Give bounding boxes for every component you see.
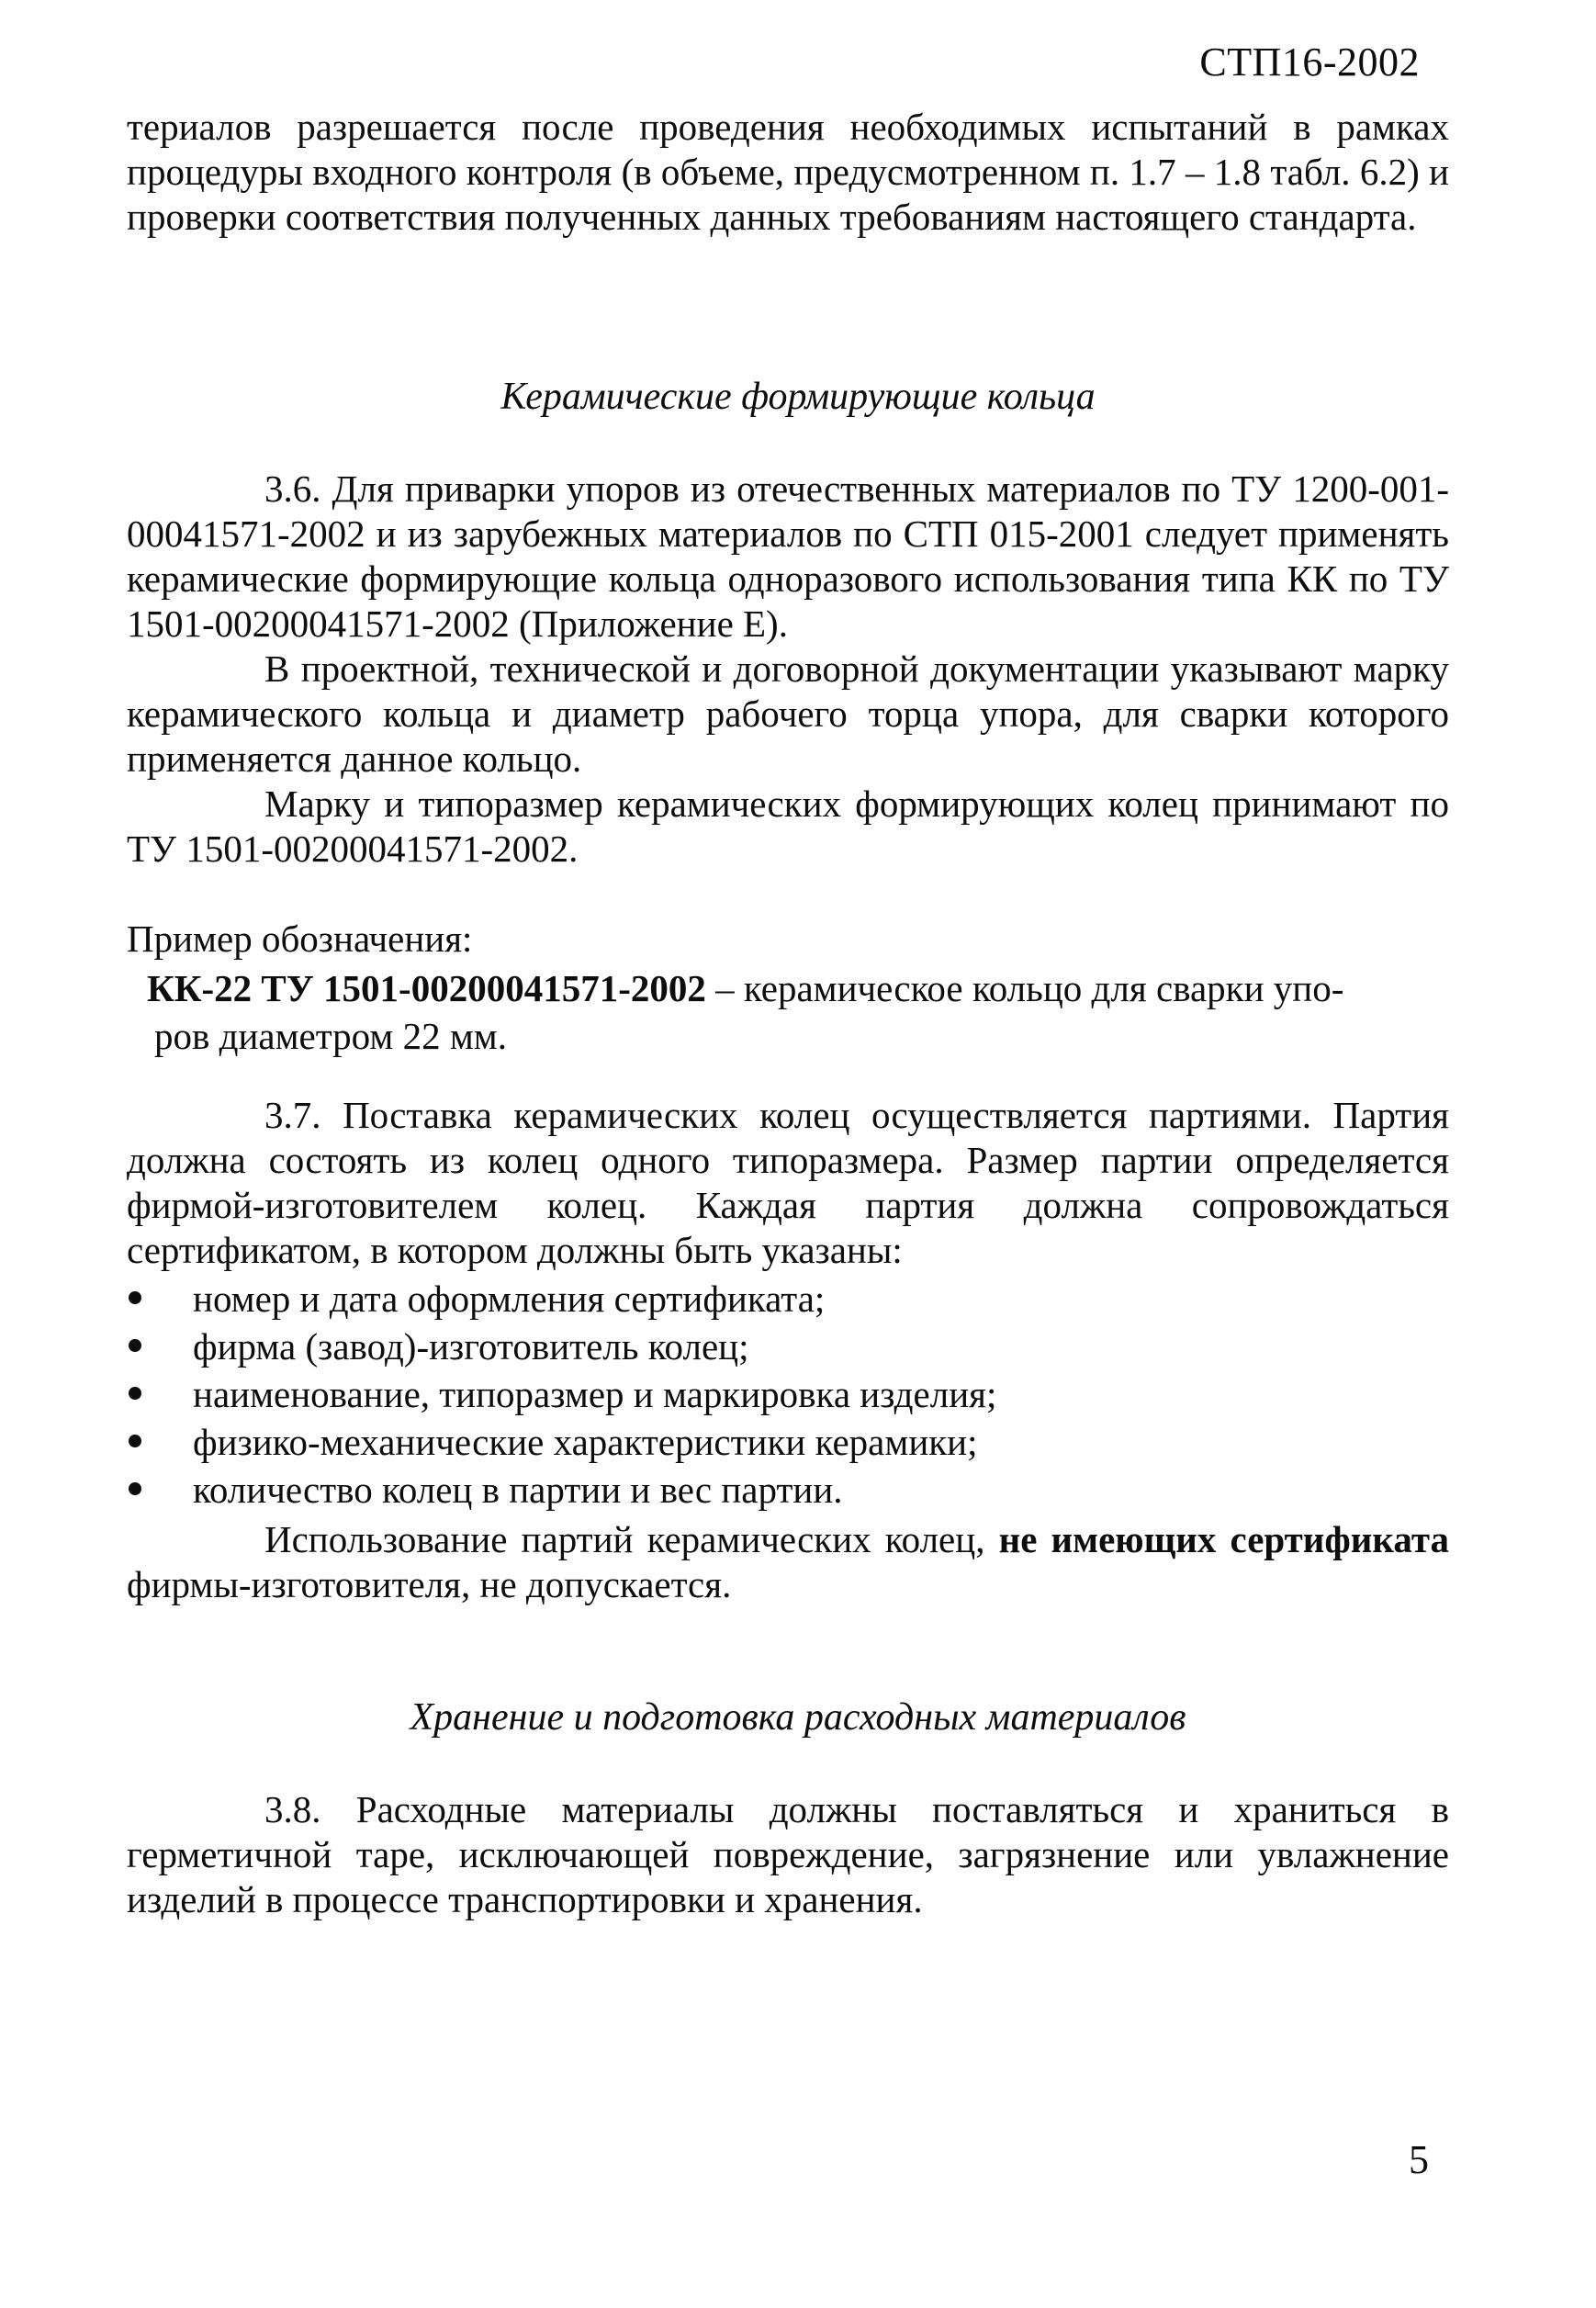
list-item: наименование, типоразмер и маркировка изделия; bbox=[127, 1370, 1449, 1418]
paragraph-3-6-size: Марку и типоразмер керамических формирующих колец принимают по ТУ 1501-00200041571-2002. bbox=[127, 782, 1449, 870]
bullet-icon bbox=[129, 1387, 141, 1400]
emphasis-no-certificate: не имеющих сертификата bbox=[998, 1518, 1449, 1560]
bullet-icon bbox=[129, 1435, 141, 1447]
paragraph-3-6-documentation: В проектной, технической и договорной документации указывают марку керамического кольца и диаметр рабочего торца упора, для сварки которого применяется данное кольцо. bbox=[127, 647, 1449, 780]
list-item: количество колец в партии и вес партии. bbox=[127, 1466, 1449, 1514]
bullet-icon bbox=[129, 1339, 141, 1352]
list-item: номер и дата оформления сертификата; bbox=[127, 1275, 1449, 1323]
paragraph-3-7-certificate: Использование партий керамических колец, не имеющих сертификата фирмы-изготовителя, не допускается. bbox=[127, 1518, 1449, 1605]
section-3-8 bbox=[127, 1787, 1449, 1922]
section-heading-ceramic-rings: Керамические формирующие кольца bbox=[500, 376, 1096, 418]
intro-paragraph bbox=[127, 105, 1449, 240]
bullet-icon bbox=[129, 1291, 141, 1304]
page-number: 5 bbox=[1409, 2137, 1429, 2182]
example-label: Пример обозначения: bbox=[127, 918, 473, 960]
example-code: КК-22 ТУ 1501-00200041571-2002 bbox=[147, 967, 706, 1009]
document-code: СТП16-2002 bbox=[1199, 39, 1420, 84]
section-3-6 bbox=[127, 467, 1449, 872]
example-designation bbox=[147, 964, 1433, 1060]
example-line bbox=[147, 964, 1433, 1012]
section-3-7 bbox=[127, 1093, 1449, 1273]
certificate-requirements-list bbox=[127, 1275, 1449, 1514]
example-continuation: ров диаметром 22 мм. bbox=[154, 1015, 507, 1057]
example-text: – керамическое кольцо для сварки упо- bbox=[705, 967, 1344, 1009]
intro-text: териалов разрешается после проведения необходимых испытаний в рамках процедуры входного контроля (в объеме, предусмотренном п. 1.7 – 1.8 табл. 6.2) и проверки соответствия полученных данных требованиям настоящего стандарта. bbox=[127, 106, 1449, 238]
paragraph-3-8: 3.8. Расходные материалы должны поставляться и храниться в герметичной таре, исключающей повреждение, загрязнение или увлажнение изделий в процессе транспортировки и хранения. bbox=[127, 1788, 1449, 1920]
list-item: физико-механические характеристики керамики; bbox=[127, 1418, 1449, 1466]
list-item: фирма (завод)-изготовитель колец; bbox=[127, 1323, 1449, 1370]
section-heading-storage: Хранение и подготовка расходных материалов bbox=[410, 1696, 1186, 1739]
bullet-icon bbox=[129, 1482, 141, 1495]
paragraph-3-7: 3.7. Поставка керамических колец осуществляется партиями. Партия должна состоять из колец одного типоразмера. Размер партии определяется фирмой-изготовителем колец. Каждая партия должна сопровождаться сертификатом, в котором должны быть указаны: bbox=[127, 1094, 1449, 1271]
paragraph-3-6: 3.6. Для приварки упоров из отечественных материалов по ТУ 1200-001-00041571-2002 и из зарубежных материалов по СТП 015-2001 следует применять керамические формирующие кольца одноразового использования типа КК по ТУ 1501-00200041571-2002 (Приложение Е). bbox=[127, 467, 1449, 645]
section-3-7-certificate-note bbox=[127, 1517, 1449, 1607]
